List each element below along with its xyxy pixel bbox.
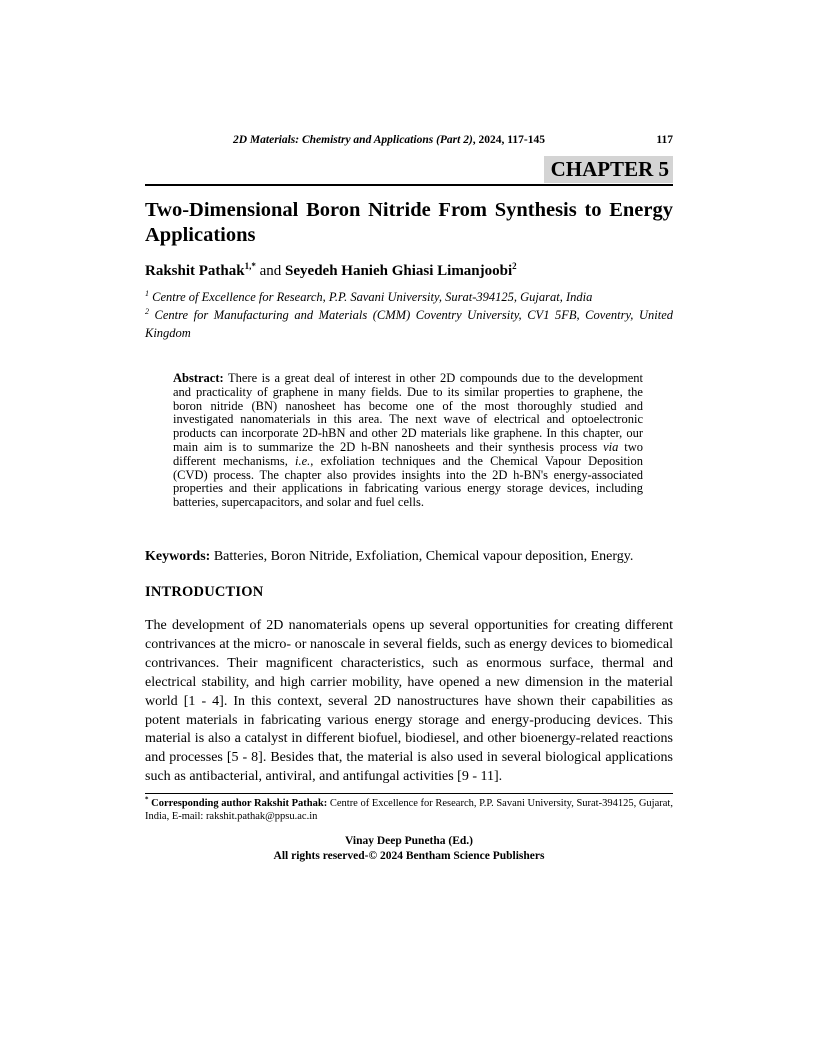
author-name-1: Rakshit Pathak bbox=[145, 263, 245, 279]
page-content bbox=[145, 133, 673, 864]
authors-connector: and bbox=[255, 263, 286, 279]
affiliation-2-text: Centre for Manufacturing and Materials (CMM) Coventry University, CV1 5FB, Coventry, United Kingdom bbox=[145, 308, 673, 340]
abstract-label: Abstract: bbox=[173, 371, 224, 385]
abstract-italic-ie: i.e. bbox=[295, 453, 311, 468]
introduction-paragraph: The development of 2D nanomaterials opens up several opportunities for creating different contrivances at the micro- or nanoscale in several fields, such as energy devices to biomedical contrivances. Their magnificent characteristics, such as enormous surface, thermal and electrical stability, and high carrier mobility, have opened a new dimension in the material world [1 - 4]. In this context, several 2D nanostructures have shown their capabilities as potent materials in fabricating various energy storage and energy-producing devices. This material is also a catalyst in different biofuel, biodiesel, and other bioenergy-related reactions and processes [5 - 8]. Besides that, the material is also used in several biological applications such as antibacterial, antiviral, and antifungal activities [9 - 11]. bbox=[145, 617, 673, 785]
affiliation-2-superscript: 2 bbox=[145, 306, 149, 316]
footnote-bold-lead: Corresponding author Rakshit Pathak: bbox=[148, 798, 328, 810]
editor-line: Vinay Deep Punetha (Ed.) bbox=[345, 835, 473, 848]
keywords-text: Batteries, Boron Nitride, Exfoliation, Chemical vapour deposition, Energy. bbox=[213, 548, 634, 564]
keywords-line bbox=[145, 547, 673, 566]
author-superscript-1: 1,* bbox=[244, 261, 256, 271]
abstract-text-1: There is a great deal of interest in other 2D compounds due to the development and practicality of graphene in many fields. Due to its similar properties to graphene, the boron nitride (BN) nanosheet has become one of the most thoroughly studied and investigated nanomaterials in this area. The next wave of electrical and optoelectronic products can incorporate 2D-hBN and other 2D materials like graphene. In this chapter, our main aim is to summarize the 2D h-BN nanosheets and their synthesis process bbox=[173, 371, 643, 454]
journal-title-suffix: , 2024, 117-145 bbox=[472, 134, 545, 146]
footnote-text: Centre of Excellence for Research, P.P. Savani University, Surat-394125, Gujarat, India, E-mail: rakshit.pathak@ppsu.ac.in bbox=[145, 798, 673, 823]
abstract-text-3: , exfoliation techniques and the Chemical Vapour Deposition (CVD) process. The chapter also provides insights into the 2D h-BN's energy-associated properties and their applications in fabricating various energy storage devices, including batteries, supercapacitors, and solar and fuel cells. bbox=[173, 453, 643, 510]
corresponding-author-note bbox=[145, 797, 673, 823]
keywords-label: Keywords: bbox=[145, 548, 211, 564]
chapter-row bbox=[145, 156, 673, 183]
affiliation-1-superscript: 1 bbox=[145, 288, 149, 298]
affiliation-1-text: Centre of Excellence for Research, P.P. Savani University, Surat-394125, Gujarat, India bbox=[149, 290, 593, 304]
author-name-2: Seyedeh Hanieh Ghiasi Limanjoobi bbox=[285, 263, 513, 279]
authors-line bbox=[145, 262, 673, 281]
header-divider bbox=[145, 184, 673, 186]
abstract-paragraph bbox=[173, 372, 643, 510]
section-heading-introduction: INTRODUCTION bbox=[145, 583, 264, 600]
page-number: 117 bbox=[656, 134, 673, 146]
rights-line: All rights reserved-© 2024 Bentham Science Publishers bbox=[273, 850, 545, 863]
author-superscript-2: 2 bbox=[512, 261, 517, 271]
running-head bbox=[145, 133, 673, 147]
footnote-divider bbox=[145, 793, 673, 794]
abstract-italic-via: via bbox=[603, 439, 619, 454]
affiliation-2 bbox=[145, 306, 673, 342]
journal-title: 2D Materials: Chemistry and Applications (Part 2) bbox=[232, 134, 473, 146]
affiliation-1 bbox=[145, 288, 673, 306]
publisher-footer bbox=[145, 834, 673, 864]
abstract-text-2: two different mechanisms, bbox=[173, 439, 644, 468]
chapter-badge: CHAPTER 5 bbox=[544, 156, 673, 183]
article-title: Two-Dimensional Boron Nitride From Synthesis to Energy Applications bbox=[145, 199, 673, 246]
affiliations bbox=[145, 288, 673, 342]
footnote-asterisk: * bbox=[145, 795, 149, 804]
